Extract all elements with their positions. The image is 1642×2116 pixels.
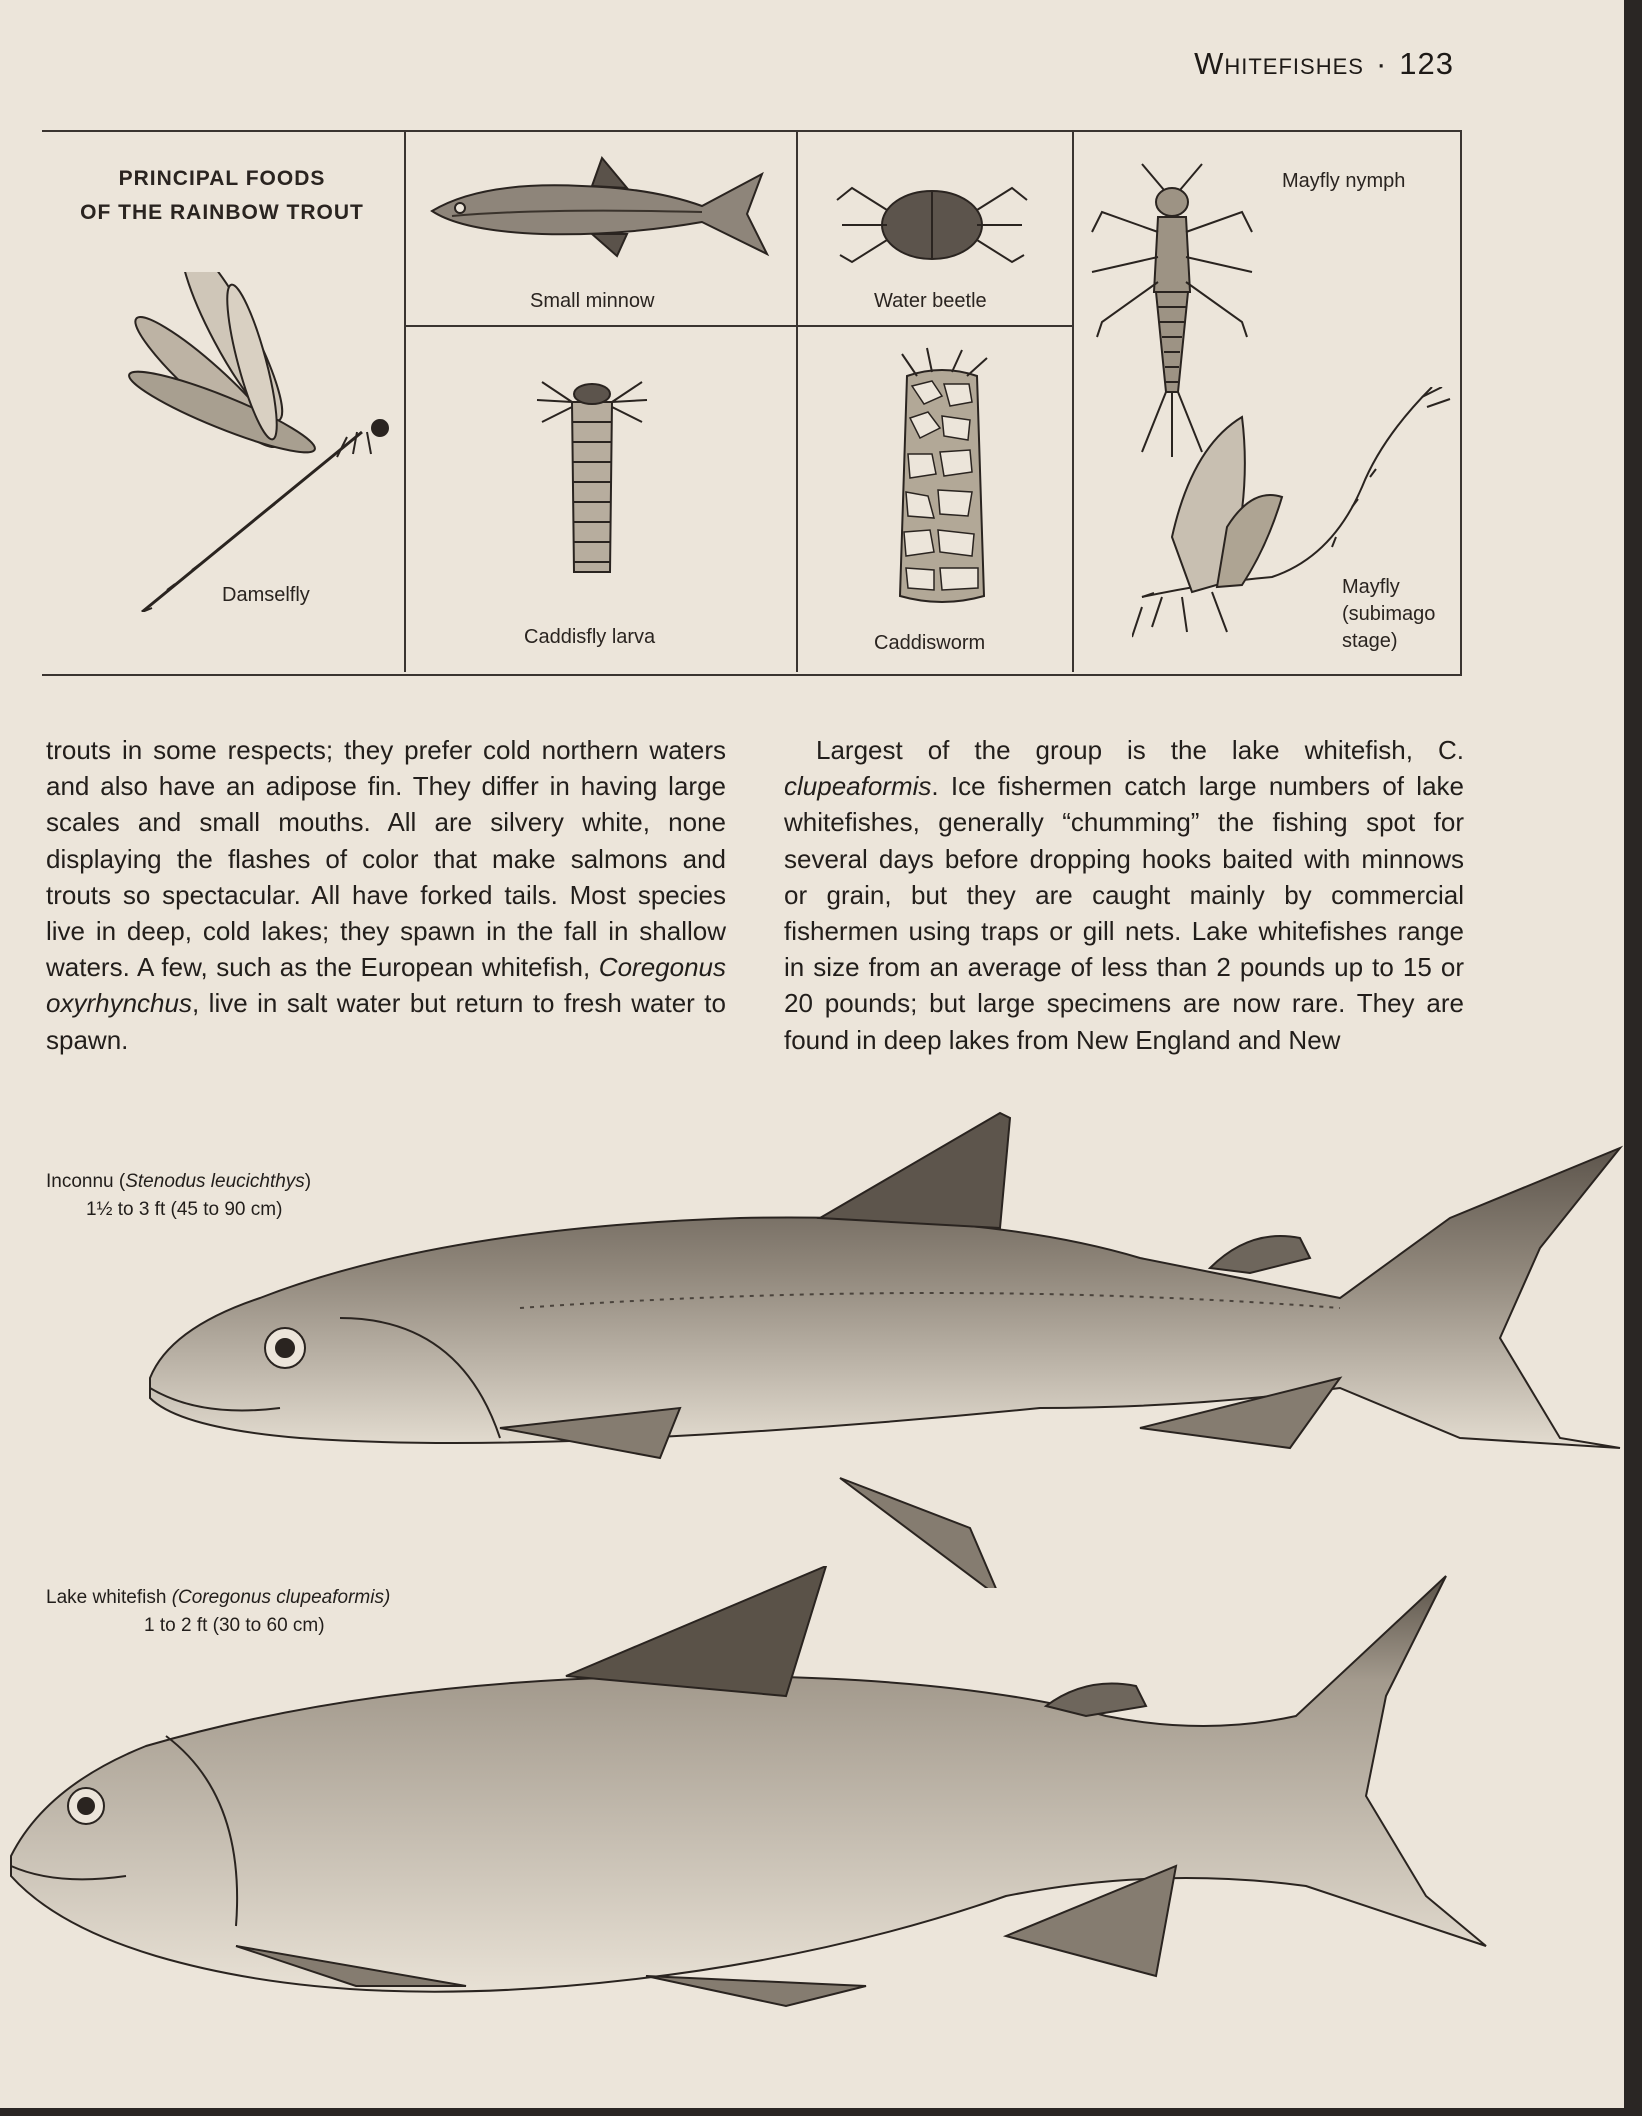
caddisworm-label: Caddisworm [874, 632, 986, 654]
page-edge [1624, 0, 1642, 2116]
page-number: 123 [1399, 46, 1454, 81]
lake-whitefish-illustration [6, 1566, 1496, 2036]
caption-punct: ) [304, 1171, 312, 1192]
fish-size: 1½ to 3 ft (45 to 90 cm) [86, 1199, 283, 1220]
scientific-name: (Coregonus clupeaformis) [171, 1587, 391, 1608]
running-head [1194, 46, 1454, 82]
italic-run: clupeaformis [784, 771, 932, 802]
inconnu-illustration [140, 1108, 1630, 1588]
left-paragraph [46, 732, 726, 1058]
damselfly-label: Damselfly [222, 584, 310, 606]
scientific-name: Stenodus leucichthys [125, 1171, 305, 1192]
caddisfly-larva-label: Caddisfly larva [524, 626, 656, 648]
water-beetle-icon [832, 170, 1032, 280]
panel-title-line: OF THE RAINBOW TROUT [80, 201, 364, 224]
grid-divider [796, 132, 798, 672]
grid-divider [404, 132, 406, 672]
water-beetle-label: Water beetle [874, 290, 987, 312]
mayfly-label-line: (subimago [1342, 603, 1436, 625]
mayfly-label-line: Mayfly [1342, 576, 1400, 598]
text-run: trouts in some respects; they prefer cold northern waters and also have an adipose fin. They differ in having large scales and small mouths. All are silvery white, none displaying the flashes of color that make salmons and trouts so spectacular. All have forked tails. Most species live in deep, cold lakes; they spawn in the fall in shallow waters. A few, such as the European whitefish, [46, 735, 726, 983]
fish-size: 1 to 2 ft (30 to 60 cm) [144, 1615, 325, 1636]
panel-title-line: PRINCIPAL FOODS [118, 167, 326, 190]
common-name: Inconnu ( [46, 1171, 126, 1192]
common-name: Lake whitefish [46, 1587, 172, 1608]
text-run: , live in salt water but return to fresh water to spawn. [46, 988, 726, 1055]
italic-run: Coregonus oxyrhynchus [46, 952, 726, 1019]
right-column-text [784, 732, 1464, 1058]
mayfly-label [1342, 574, 1435, 655]
text-run: . Ice fishermen catch large numbers of lake whitefishes, generally “chumming” the fishing spot for several days before dropping hooks baited with minnows or grain, but they are caught mainly by commercial fishermen using traps or gill nets. Lake whitefishes range in size from an average of less than 2 pounds up to 15 or 20 pounds; but large specimens are now rare. They are found in deep lakes from New England and New [784, 771, 1464, 1055]
header-separator: · [1375, 46, 1388, 81]
small-minnow-icon [422, 156, 782, 266]
damselfly-icon [112, 272, 392, 612]
left-column-text [46, 732, 726, 1058]
grid-divider [404, 325, 1072, 327]
caddisworm-icon [872, 346, 1012, 616]
panel-title [62, 162, 382, 230]
section-title: Whitefishes [1194, 46, 1364, 81]
page-edge-bottom [0, 2108, 1642, 2116]
mayfly-nymph-label: Mayfly nymph [1282, 170, 1406, 192]
grid-divider [1072, 132, 1074, 672]
mayfly-label-line: stage) [1342, 630, 1398, 652]
right-paragraph [784, 732, 1464, 1058]
principal-foods-panel [42, 130, 1462, 676]
small-minnow-label: Small minnow [530, 290, 655, 312]
caddisfly-larva-icon [532, 372, 652, 582]
text-run: Largest of the group is the lake whitefish, C. [816, 735, 1464, 765]
